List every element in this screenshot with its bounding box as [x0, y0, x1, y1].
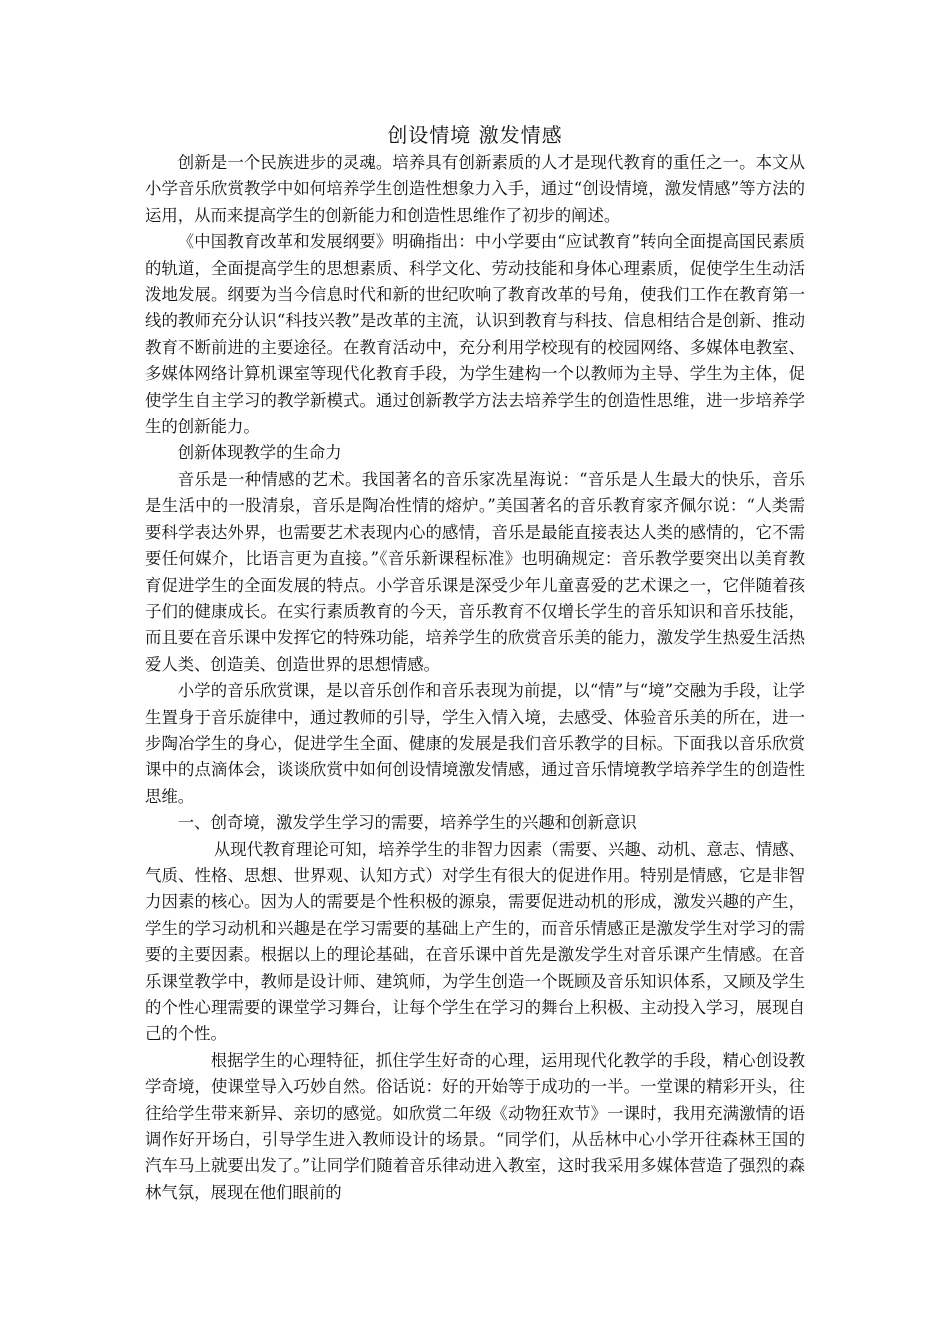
section-heading-one: 一、创奇境，激发学生学习的需要，培养学生的兴趣和创新意识 [177, 813, 637, 833]
document-page [145, 120, 805, 1206]
paragraph-theory: 从现代教育理论可知，培养学生的非智力因素（需要、兴趣、动机、意志、情感、气质、性格、思想、世界观、认知方式）对学生有很大的促进作用。特别是情感，它是非智力因素的核心。因为人的需要是个性积极的源泉，需要促进动机的形成，激发兴趣的产生，学生的学习动机和兴趣是在学习需要的基础上产生的，而音乐情感正是激发学生对学习的需要的主要因素。根据以上的理论基础，在音乐课中首先是激发学生对音乐课产生情感。在音乐课堂教学中，教师是设计师、建筑师，为学生创造一个既顾及音乐知识体系，又顾及学生的个性心理需要的课堂学习舞台，让每个学生在学习的舞台上积极、主动投入学习，展现自己的个性。 [145, 839, 805, 1044]
paragraph-example: 根据学生的心理特征，抓住学生好奇的心理，运用现代化教学的手段，精心创设教学奇境，使课堂导入巧妙自然。俗话说：好的开始等于成功的一半。一堂课的精彩开头，往往给学生带来新异、亲切的感觉。如欣赏二年级《动物狂欢节》一课时，我用充满激情的语调作好开场白，引导学生进入教师设计的场景。“同学们，从岳林中心小学开往森林王国的汽车马上就要出发了。”让同学们随着音乐律动进入教室，这时我采用多媒体营造了强烈的森林气氛，展现在他们眼前的 [145, 1050, 805, 1202]
paragraph-music-emotion: 音乐是一种情感的艺术。我国著名的音乐家冼星海说：“音乐是人生最大的快乐，音乐是生活中的一股清泉，音乐是陶冶性情的熔炉。”美国著名的音乐教育家齐佩尔说：“人类需要科学表达外界，也需要艺术表现内心的感情，音乐是最能直接表达人类的感情的，它不需要任何媒介，比语言更为直接。”《音乐新课程标准》也明确规定：音乐教学要突出以美育教育促进学生的全面发展的特点。小学音乐课是深受少年儿童喜爱的艺术课之一，它伴随着孩子们的健康成长。在实行素质教育的今天，音乐教育不仅增长学生的音乐知识和音乐技能，而且要在音乐课中发挥它的特殊功能，培养学生的欣赏音乐美的能力，激发学生热爱生活热爱人类、创造美、创造世界的思想情感。 [145, 469, 805, 674]
section-heading-innovation: 创新体现教学的生命力 [177, 443, 342, 463]
paragraph-outline: 《中国教育改革和发展纲要》明确指出：中小学要由“应试教育”转向全面提高国民素质的轨道，全面提高学生的思想素质、科学文化、劳动技能和身体心理素质，促使学生生动活泼地发展。纲要为当今信息时代和新的世纪吹响了教育改革的号角，使我们工作在教育第一线的教师充分认识“科技兴教”是改革的主流，认识到教育与科技、信息相结合是创新、推动教育不断前进的主要途径。在教育活动中，充分利用学校现有的校园网络、多媒体电教室、多媒体网络计算机课室等现代化教育手段，为学生建构一个以教师为主导、学生为主体，促使学生自主学习的教学新模式。通过创新教学方法去培养学生的创造性思维，进一步培养学生的创新能力。 [145, 232, 805, 437]
paragraph-abstract: 创新是一个民族进步的灵魂。培养具有创新素质的人才是现代教育的重任之一。本文从小学音乐欣赏教学中如何培养学生创造性想象力入手，通过“创设情境，激发情感”等方法的运用，从而来提高学生的创新能力和创造性思维作了初步的阐述。 [145, 153, 805, 225]
paragraph-music-appreciation: 小学的音乐欣赏课，是以音乐创作和音乐表现为前提，以“情”与“境”交融为手段，让学生置身于音乐旋律中，通过教师的引导，学生入情入境，去感受、体验音乐美的所在，进一步陶冶学生的身心，促进学生全面、健康的发展是我们音乐教学的目标。下面我以音乐欣赏课中的点滴体会，谈谈欣赏中如何创设情境激发情感，通过音乐情境教学培养学生的创造性思维。 [145, 681, 805, 806]
document-title: 创设情境 激发情感 [387, 123, 563, 147]
